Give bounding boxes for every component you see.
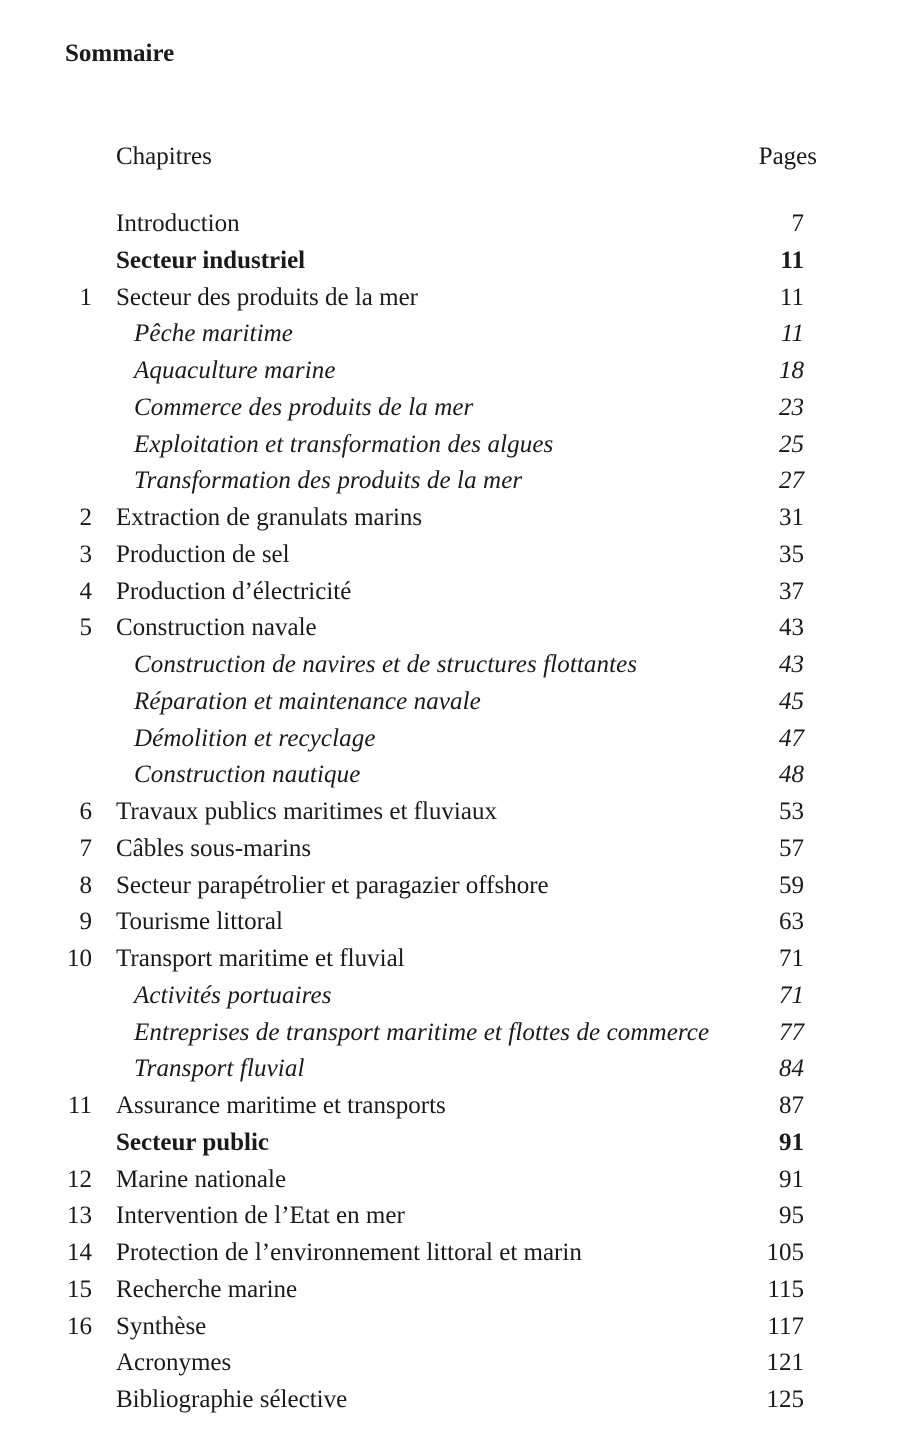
entry-title: Secteur des produits de la mer [116, 283, 418, 311]
page-number: 25 [779, 430, 804, 458]
chapter-number: 3 [79, 540, 92, 568]
page-number: 43 [779, 614, 804, 642]
toc-subentry [0, 684, 899, 721]
page-number: 71 [779, 981, 804, 1009]
toc-subentry [0, 390, 899, 427]
page-number: 91 [779, 1165, 804, 1193]
page-number: 7 [791, 210, 804, 237]
page-number: 11 [780, 320, 804, 348]
toc-entry [0, 574, 899, 611]
page-number: 48 [779, 761, 804, 789]
chapter-number: 1 [79, 283, 92, 311]
entry-title: Démolition et recyclage [134, 724, 376, 752]
toc-entry [0, 904, 899, 941]
entry-title: Intervention de l’Etat en mer [116, 1202, 405, 1230]
toc-subentry [0, 721, 899, 758]
page-number: 27 [779, 467, 804, 495]
entry-title: Introduction [116, 210, 240, 237]
toc-subentry [0, 647, 899, 684]
toc-entry [0, 831, 899, 868]
toc-entry [0, 1345, 899, 1382]
toc-subentry [0, 757, 899, 794]
entry-title: Transport maritime et fluvial [116, 945, 405, 972]
toc-subentry [0, 978, 899, 1015]
page-number: 121 [766, 1349, 804, 1377]
page-number: 31 [779, 504, 804, 531]
entry-title: Extraction de granulats marins [116, 504, 423, 531]
entry-title: Secteur parapétrolier et paragazier offshore [116, 871, 549, 899]
toc-entry [0, 941, 899, 978]
chapter-number: 12 [67, 1165, 92, 1193]
toc-entry [0, 206, 899, 243]
toc-subentry [0, 427, 899, 464]
toc-subentry [0, 463, 899, 500]
toc-entry [0, 794, 899, 831]
page-number: 63 [779, 908, 804, 936]
toc-subentry [0, 1051, 899, 1088]
entry-title: Production d’électricité [116, 577, 352, 605]
toc-entry [0, 1198, 899, 1235]
chapter-number: 10 [67, 945, 92, 972]
page-number: 11 [780, 246, 804, 274]
chapter-number: 16 [67, 1312, 92, 1340]
entry-title: Activités portuaires [134, 981, 332, 1009]
page-number: 37 [779, 577, 804, 605]
chapter-number: 15 [67, 1275, 92, 1303]
page-number: 11 [779, 283, 804, 311]
page-number: 87 [779, 1092, 804, 1119]
chapter-number: 7 [79, 834, 92, 862]
toc-subentry [0, 1015, 899, 1052]
entry-title: Pêche maritime [134, 320, 293, 348]
toc-header [0, 141, 899, 173]
toc-entry [0, 1088, 899, 1125]
page-number: 47 [779, 724, 804, 752]
page-number: 95 [779, 1202, 804, 1230]
page-number: 77 [779, 1018, 804, 1046]
entry-title: Travaux publics maritimes et fluviaux [116, 798, 497, 825]
entry-title: Câbles sous-marins [116, 834, 312, 862]
entry-title: Secteur industriel [116, 246, 306, 274]
chapter-number: 14 [67, 1239, 92, 1266]
toc-entry [0, 1162, 899, 1199]
page-number: 43 [779, 651, 804, 678]
entry-title: Marine nationale [116, 1165, 287, 1193]
chapter-number: 2 [79, 504, 92, 531]
page-number: 71 [779, 945, 804, 972]
entry-title: Protection de l’environnement littoral et marin [116, 1239, 582, 1266]
toc-entry [0, 500, 899, 537]
table-of-contents [0, 206, 899, 1419]
page-number: 45 [779, 687, 804, 715]
chapter-number: 9 [79, 908, 92, 936]
entry-title: Transformation des produits de la mer [134, 467, 523, 495]
page-number: 125 [766, 1386, 804, 1413]
page-title: Sommaire [65, 39, 175, 67]
chapter-number: 5 [79, 614, 92, 642]
page-number: 35 [779, 540, 804, 568]
page-number: 57 [779, 834, 804, 862]
chapter-number: 13 [67, 1202, 92, 1230]
page-number: 91 [779, 1128, 804, 1156]
chapter-number: 8 [79, 871, 92, 899]
toc-section-heading [0, 1125, 899, 1162]
chapters-column-label: Chapitres [116, 143, 212, 170]
entry-title: Transport fluvial [134, 1055, 305, 1083]
page-number: 23 [779, 393, 804, 421]
entry-title: Assurance maritime et transports [116, 1092, 446, 1119]
chapter-number: 11 [67, 1092, 92, 1119]
toc-entry [0, 1309, 899, 1346]
entry-title: Construction nautique [134, 761, 361, 789]
entry-title: Entreprises de transport maritime et flottes de commerce [134, 1018, 710, 1046]
entry-title: Construction de navires et de structures flottantes [134, 651, 638, 678]
toc-subentry [0, 316, 899, 353]
page-number: 117 [767, 1312, 804, 1340]
toc-entry [0, 280, 899, 317]
entry-title: Acronymes [116, 1349, 232, 1377]
entry-title: Production de sel [116, 540, 290, 568]
entry-title: Commerce des produits de la mer [134, 393, 474, 421]
toc-entry [0, 537, 899, 574]
entry-title: Bibliographie sélective [116, 1386, 348, 1413]
chapter-number: 4 [79, 577, 92, 605]
page-number: 53 [779, 798, 804, 825]
entry-title: Synthèse [116, 1312, 207, 1340]
entry-title: Tourisme littoral [116, 908, 283, 936]
toc-entry [0, 1382, 899, 1419]
toc-entry [0, 868, 899, 905]
chapter-number: 6 [79, 798, 92, 825]
page-number: 59 [779, 871, 804, 899]
pages-column-label: Pages [758, 143, 817, 170]
entry-title: Aquaculture marine [134, 357, 336, 384]
toc-entry [0, 1272, 899, 1309]
page-number: 18 [779, 357, 804, 384]
page-number: 84 [779, 1055, 804, 1083]
entry-title: Construction navale [116, 614, 317, 642]
toc-subentry [0, 353, 899, 390]
entry-title: Recherche marine [116, 1275, 298, 1303]
toc-entry [0, 610, 899, 647]
toc-section-heading [0, 243, 899, 280]
entry-title: Réparation et maintenance navale [134, 687, 481, 715]
page-number: 115 [767, 1275, 804, 1303]
toc-entry [0, 1235, 899, 1272]
entry-title: Secteur public [116, 1128, 270, 1156]
page-number: 105 [766, 1239, 804, 1266]
entry-title: Exploitation et transformation des algues [134, 430, 554, 458]
